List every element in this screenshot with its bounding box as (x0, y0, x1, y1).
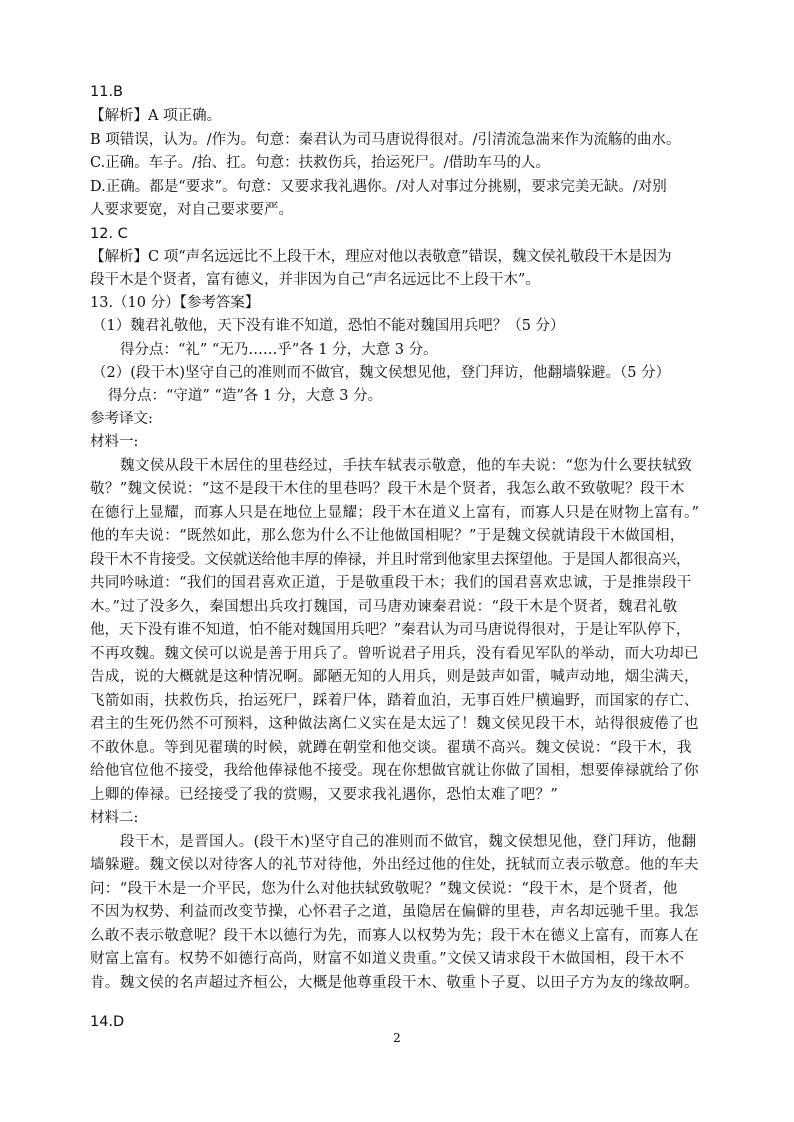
q12-answer: 12. C (90, 226, 128, 242)
m1-line: 共同吟咏道：“我们的国君喜欢正道，于是敬重段干木；我们的国君喜欢忠诚，于是推崇段干 (90, 575, 692, 591)
m2-line: 肯。魏文侯的名声超过齐桓公，大概是他尊重段干木、敬重卜子夏、以田子方为友的缘故啊。 (90, 975, 699, 991)
translation-title: 参考译文: (90, 411, 153, 427)
m2-line: 么敢不表示敬意呢？段干木以德行为先，而寡人以权势为先；段干木在德义上富有，而寡人在 (90, 928, 699, 944)
m1-line: 不敢休息。等到见翟璜的时候，就蹲在朝堂和他交谈。翟璜不高兴。魏文侯说：“段干木，我 (90, 740, 692, 756)
q11-option-d-line1: D.正确。都是“要求”。句意：又要求我礼遇你。/对人对事过分挑剔，要求完美无缺。/对别 (90, 179, 667, 195)
m1-line: 飞箭如雨，扶救伤兵，抬运死尸，踩着尸体，踏着血泊，无事百姓尸横遍野，而国家的存亡、 (90, 693, 699, 709)
m2-line: 财富上富有。权势不如德行高尚，财富不如道义贵重。”文侯又请求段干木做国相，段干木不 (90, 951, 685, 967)
q12-analysis-line2: 段干木是个贤者，富有德义，并非因为自己“声名远远比不上段干木”。 (90, 272, 540, 288)
m2-line: 段干木，是晋国人。(段干木)坚守自己的准则而不做官，魏文侯想见他，登门拜访，他翻 (120, 834, 697, 850)
material-1-title: 材料一: (90, 434, 139, 450)
q13-item1: （1）魏君礼敬他，天下没有谁不知道，恐怕不能对魏国用兵吧？（5 分） (92, 318, 565, 334)
q12-analysis-line1: 【解析】C 项“声名远远比不上段干木，理应对他以表敬意”错误，魏文侯礼敬段干木是因为 (90, 249, 672, 265)
m1-line: 君主的生死仍然不可预料，这种做法离仁义实在是太远了！魏文侯见段干木，站得很疲倦了也 (90, 716, 699, 732)
m1-line: 敬？”魏文侯说：“这不是段干木住的里巷吗？段干木是个贤者，我怎么敢不致敬呢？段干木 (90, 481, 685, 497)
m1-line: 不再攻魏。魏文侯可以说是善于用兵了。曾听说君子用兵，没有看见军队的举动，而大功却已 (90, 646, 699, 662)
m1-line: 魏文侯从段干木居住的里巷经过，手扶车轼表示敬意，他的车夫说：“您为什么要扶轼致 (120, 458, 693, 474)
m1-line: 告成，说的大概就是这种情况啊。鄙陋无知的人用兵，则是鼓声如雷，喊声动地，烟尘满天， (90, 669, 699, 685)
m2-line: 不因为权势、利益而改变节操，心怀君子之道，虽隐居在偏僻的里巷，声名却远驰千里。我怎 (90, 904, 699, 920)
q13-score1: 得分点：“礼” “无乃……乎”各 1 分，大意 3 分。 (120, 342, 438, 358)
m1-line: 木。”过了没多久，秦国想出兵攻打魏国，司马唐劝谏秦君说：“段干木是个贤者，魏君礼敬 (90, 599, 678, 615)
q11-analysis: 【解析】A 项正确。 (90, 108, 222, 124)
m2-line: 问：“段干木是一介平民，您为什么对他扶轼致敬呢？”魏文侯说：“段干木，是个贤者，他 (90, 881, 678, 897)
m1-line: 他的车夫说：“既然如此，那么您为什么不让他做国相呢？”于是魏文侯就请段干木做国相， (90, 528, 685, 544)
m1-line: 段干木不肯接受。文侯就送给他丰厚的俸禄，并且时常到他家里去探望他。于是国人都很高兴， (90, 552, 691, 568)
q11-answer: 11.B (90, 84, 124, 100)
q13-item2: （2）(段干木)坚守自己的准则而不做官，魏文侯想见他，登门拜访，他翻墙躲避。（5 分） (92, 365, 671, 381)
m1-line: 在德行上显耀，而寡人只是在地位上显耀；段干木在道义上富有，而寡人只是在财物上富有。” (90, 505, 700, 521)
material-2-title: 材料二: (90, 810, 139, 826)
page-number: 2 (393, 1031, 401, 1045)
m1-line: 上卿的俸禄。已经接受了我的赏赐，又要求我礼遇你，恐怕太难了吧？” (90, 787, 559, 803)
m1-line: 给他官位他不接受，我给他俸禄他不接受。现在你想做官就让你做了国相，想要俸禄就给了你 (90, 763, 699, 779)
q11-option-b: B 项错误，认为。/作为。句意：秦君认为司马唐说得很对。/引清流急湍来作为流觞的曲水。 (90, 132, 681, 148)
q11-option-d-line2: 人要求要宽，对自己要求要严。 (90, 202, 293, 218)
q13-score2: 得分点：“守道” “造”各 1 分，大意 3 分。 (108, 388, 383, 404)
m2-line: 墙躲避。魏文侯以对待客人的礼节对待他，外出经过他的住处，抚轼而立表示敬意。他的车夫 (90, 857, 699, 873)
m1-line: 他，天下没有谁不知道，怕不能对魏国用兵吧？”秦君认为司马唐说得很对，于是让军队停下， (90, 622, 691, 638)
q13-header: 13.（10 分）【参考答案】 (90, 295, 260, 311)
q11-option-c: C.正确。车子。/抬、扛。句意：扶救伤兵，抬运死尸。/借助车马的人。 (90, 155, 550, 171)
q14-answer: 14.D (90, 1014, 125, 1030)
